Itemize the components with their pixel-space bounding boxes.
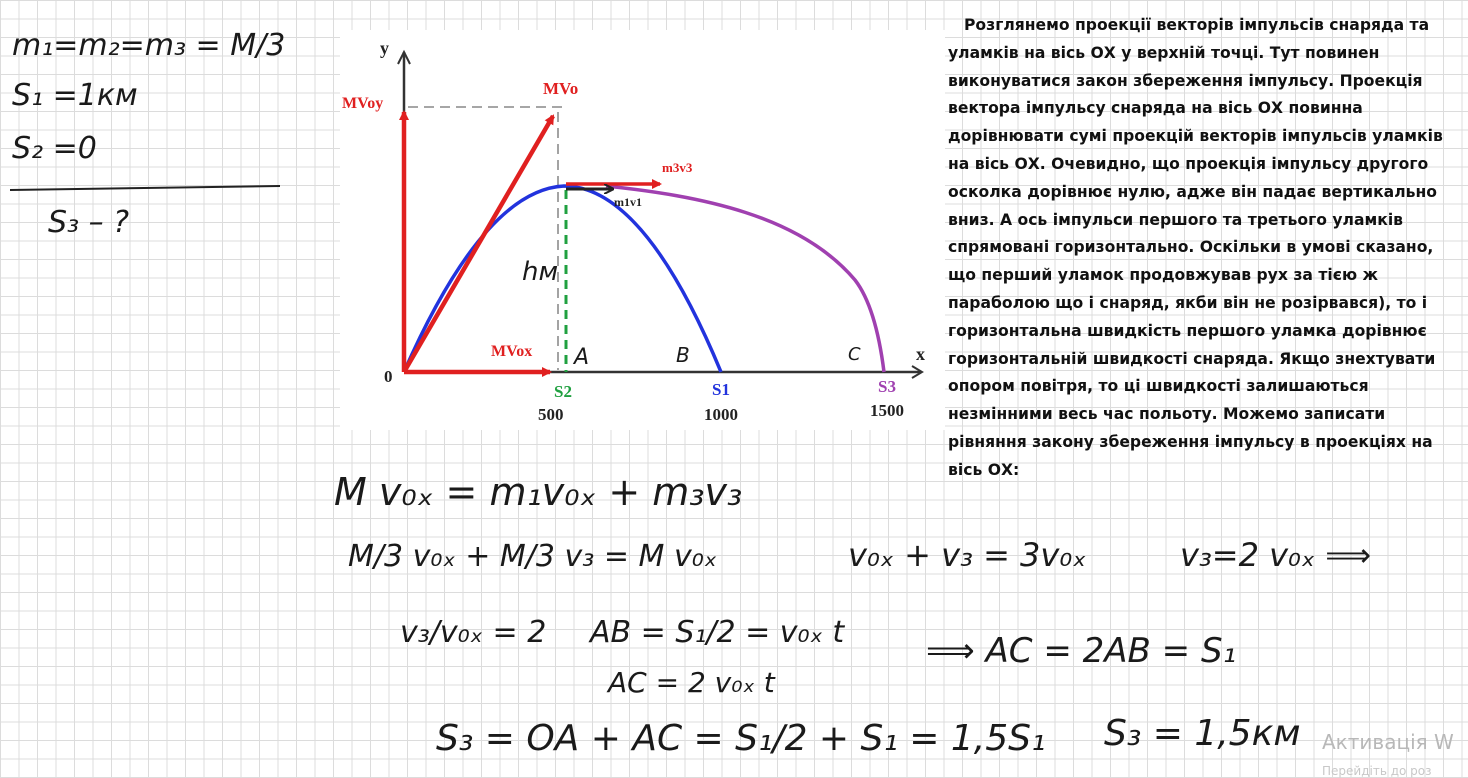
- given-masses: m₁=m₂=m₃ = M/3: [12, 28, 286, 63]
- label-mvoy: MVoy: [342, 95, 384, 112]
- equation-ratio: v₃/v₀ₓ = 2: [400, 615, 547, 650]
- x-axis-label: x: [916, 344, 925, 364]
- equation-ab: AB = S₁/2 = v₀ₓ t: [590, 615, 845, 650]
- tick-500: 500: [538, 405, 564, 424]
- trajectory-diagram: [340, 30, 945, 430]
- equation-ac: ⟹ AC = 2AB = S₁: [926, 631, 1237, 671]
- equation-substitute: M/3 v₀ₓ + M/3 v₃ = M v₀ₓ: [348, 539, 718, 574]
- given-divider: [10, 186, 280, 190]
- label-m3v3: m3v3: [662, 160, 693, 175]
- point-b: B: [676, 343, 690, 367]
- given-s2: S₂ =0: [12, 131, 97, 166]
- windows-activation-title: Активація W: [1322, 730, 1454, 754]
- y-axis-label: y: [380, 38, 389, 58]
- point-c: C: [848, 344, 861, 365]
- label-s2: S2: [554, 382, 572, 401]
- label-mvo: MVo: [543, 79, 579, 98]
- label-s3: S3: [878, 377, 896, 396]
- windows-activation-sub: Перейдіть до роз: [1322, 764, 1432, 778]
- answer-s3: S₃ = 1,5км: [1104, 713, 1301, 754]
- find-s3: S₃ – ?: [48, 205, 130, 240]
- given-block: [10, 28, 285, 240]
- height-label: hм: [522, 257, 559, 287]
- tick-1500: 1500: [870, 401, 904, 420]
- equation-s3-sum: S₃ = OA + AC = S₁/2 + S₁ = 1,5S₁: [436, 718, 1046, 759]
- equation-simplified: v₀ₓ + v₃ = 3v₀ₓ: [848, 536, 1087, 574]
- tick-1000: 1000: [704, 405, 738, 424]
- explanation-text: Розглянемо проекції векторів імпульсів снаряда та уламків на вісь ОХ у верхній точці. Тут повинен виконуватися закон збереження імпульсу. Проекція вектора імпульсу снаряда на вісь ОХ повинна дорівнювати сумі проекцій векторів імпульсів уламків на вісь ОХ. Очевидно, що проекція імпульсу другого осколка дорівнює нулю, адже він падає вертикально вниз. А ось імпульси першого та третього уламків спрямовані горизонтально. Оскільки в умові сказано, що перший уламок продовжував рух за тією ж параболою що і снаряд, якби він не розірвався), то і горизонтальна швидкість першого уламка дорівнює горизонтальній швидкості снаряда. Якщо знехтувати опором повітря, то ці швидкості залишаються незмінними весь час польоту. Можемо записати рівняння закону збереження імпульсу в проекціях на вісь ОХ:: [948, 16, 1443, 479]
- equation-ac-time: AC = 2 v₀ₓ t: [608, 666, 775, 699]
- label-s1: S1: [712, 380, 730, 399]
- origin-label: 0: [384, 367, 393, 386]
- equations: [334, 470, 1371, 759]
- point-a: A: [574, 345, 590, 370]
- label-mvox: MVox: [491, 343, 533, 360]
- equation-momentum: M v₀ₓ = m₁v₀ₓ + m₃v₃: [334, 470, 743, 514]
- equation-v3: v₃=2 v₀ₓ ⟹: [1180, 536, 1372, 574]
- given-s1: S₁ =1км: [12, 78, 138, 113]
- label-m1v1: m1v1: [614, 195, 642, 209]
